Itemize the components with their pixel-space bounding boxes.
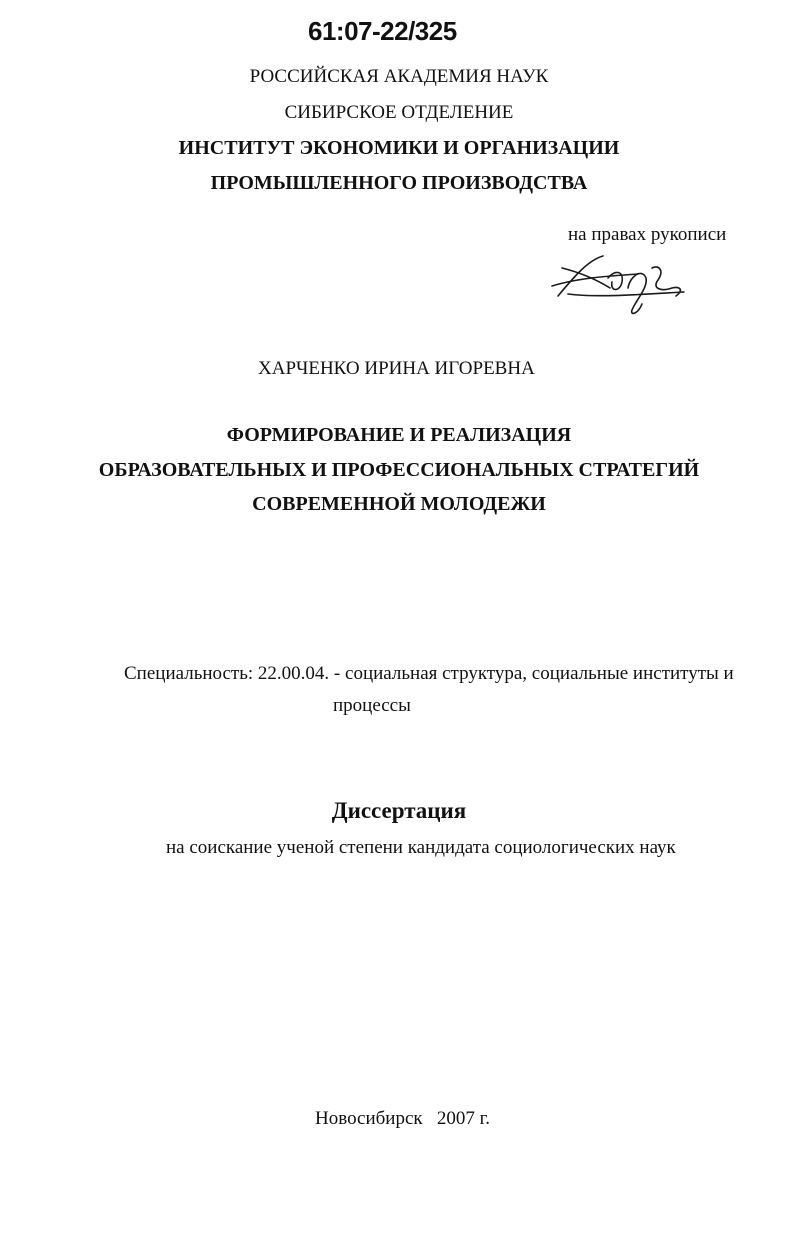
author-signature bbox=[548, 248, 698, 318]
dissertation-title-line3: СОВРЕМЕННОЙ МОЛОДЕЖИ bbox=[252, 493, 546, 515]
author-name: ХАРЧЕНКО ИРИНА ИГОРЕВНА bbox=[258, 358, 535, 379]
catalog-number: 61:07-22/325 bbox=[308, 16, 457, 46]
document-type: Диссертация bbox=[331, 798, 467, 823]
specialty-line1: Специальность: 22.00.04. - социальная структура, социальные институты и bbox=[124, 663, 734, 684]
organization-institute-line2: ПРОМЫШЛЕННОГО ПРОИЗВОДСТВА bbox=[210, 172, 588, 194]
organization-institute-line1: ИНСТИТУТ ЭКОНОМИКИ И ОРГАНИЗАЦИИ bbox=[178, 137, 620, 159]
organization-academy: РОССИЙСКАЯ АКАДЕМИЯ НАУК bbox=[249, 66, 549, 87]
dissertation-title-line2: ОБРАЗОВАТЕЛЬНЫХ И ПРОФЕССИОНАЛЬНЫХ СТРАТЕГИЙ bbox=[98, 459, 700, 481]
organization-branch: СИБИРСКОЕ ОТДЕЛЕНИЕ bbox=[284, 102, 514, 123]
manuscript-rights-note: на правах рукописи bbox=[568, 224, 727, 245]
dissertation-title-line1: ФОРМИРОВАНИЕ И РЕАЛИЗАЦИЯ bbox=[226, 424, 572, 446]
degree-statement: на соискание ученой степени кандидата социологических наук bbox=[166, 837, 676, 858]
specialty-line2: процессы bbox=[333, 695, 411, 716]
city-year: Новосибирск 2007 г. bbox=[315, 1108, 491, 1129]
